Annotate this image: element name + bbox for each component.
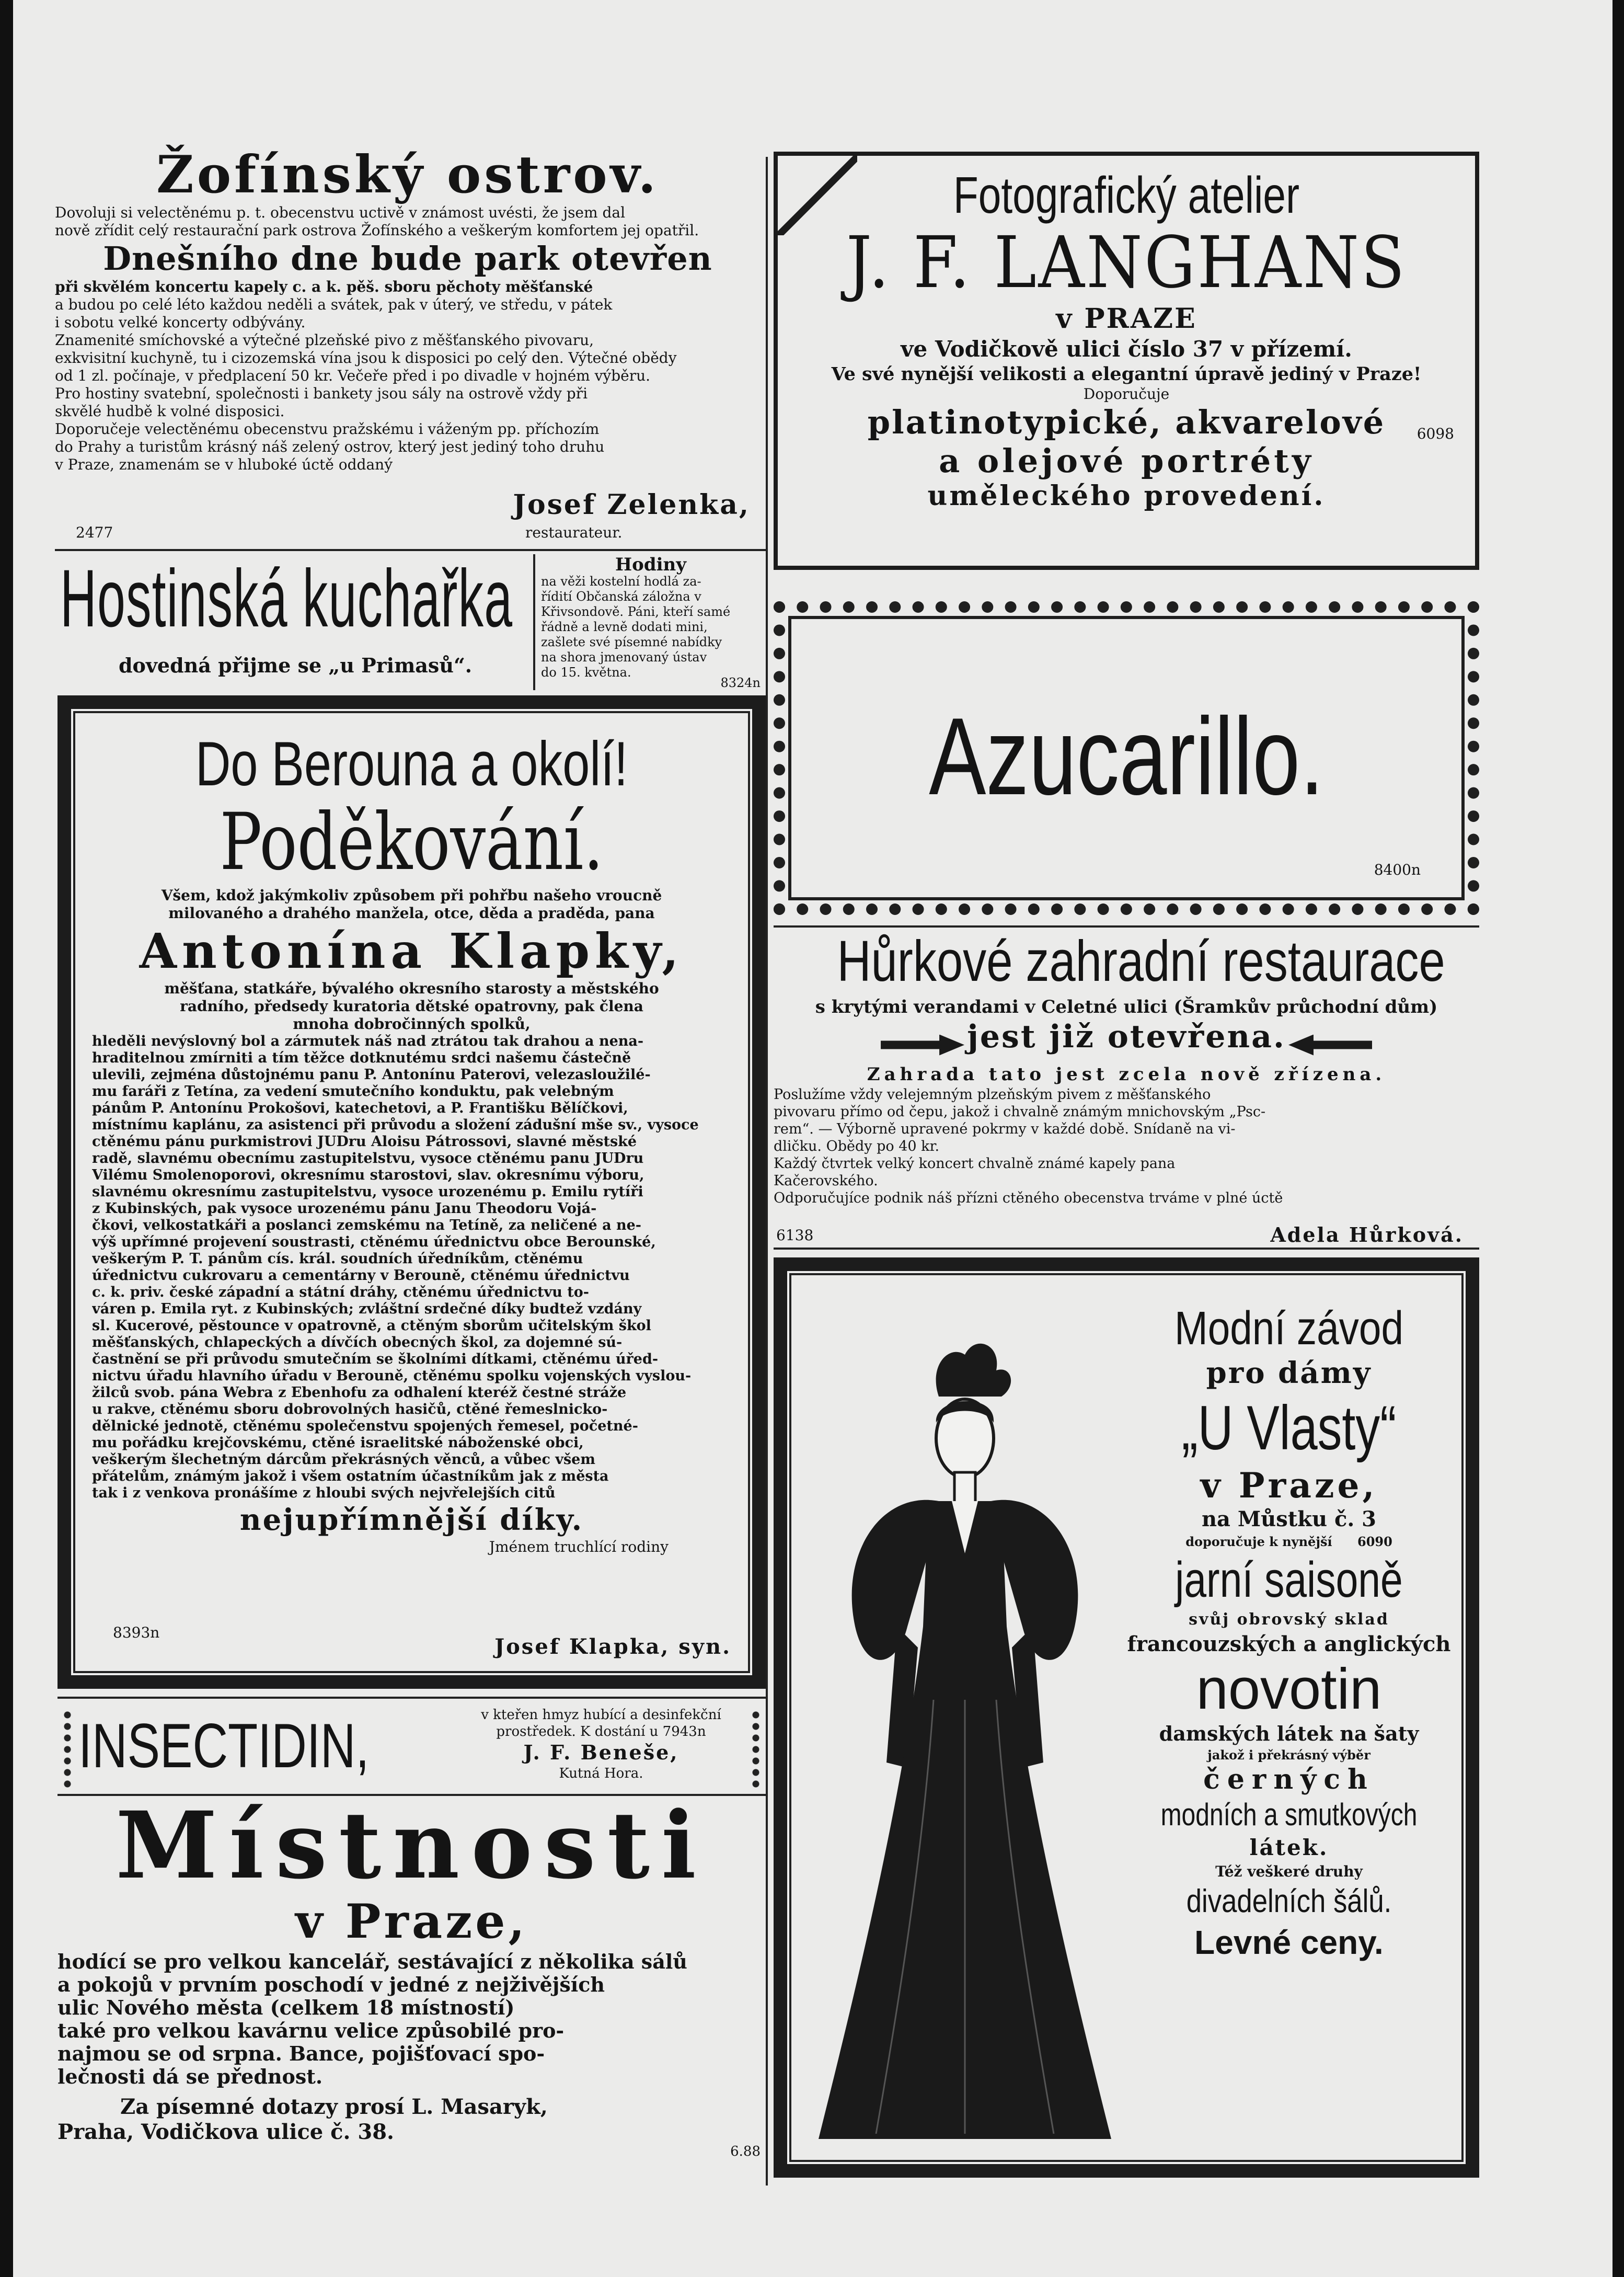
beroun-closing: nejupřímnější díky. bbox=[239, 1503, 584, 1537]
hodiny-text: na věži kostelní hodlá za- řídití Občanská záložna v Křivsondově. Páni, kteří samé řádně a levně dodati mini, zašlete své písemné nabídky na shora jmenovaný ústav do 15. května. bbox=[541, 574, 731, 680]
column-divider bbox=[766, 157, 768, 2186]
vlasty-l10: novotin bbox=[1196, 1657, 1382, 1721]
mistnosti-contact: Za písemné dotazy prosí L. Masaryk, bbox=[120, 2095, 548, 2119]
mistnosti-city: v Praze, bbox=[295, 1894, 528, 1949]
beroun-title: Do Berouna a okolí! bbox=[195, 729, 628, 799]
beroun-body: hleděli nevýslovný bol a zármutek náš nad ztrátou tak drahou a nena- hraditelnou zmírniti a tím těžce dotknutému srdci našemu částečně ulevili, zejména důstojnému panu P. Antonínu Paterovi, velezasloužilé- mu faráři z Tetína, za vedení smutečního konduktu, pak velebným pánům P. Antonínu Prokošovi, katechetovi, a P. Františku Bělíčkovi, místnímu kaplánu, za asistenci při průvodu a složení zádušní mše sv., vysoce ctěnému pánu purkmistrovi JUDru Aloisu Pátrossovi, slavné městské radě, slavnému obecnímu zastupitelstvu, vysoce ctěnému panu JUDru Vilému Smolenoporovi, okresnímu starostovi, slav. okresnímu výboru, slavnému okresnímu zastupitelstvu, vysoce urozenému p. Emilu rytíři z Kubinských, pak vysoce urozenému pánu Janu Theodoru Vojá- čkovi, velkostatkáři a poslanci zemskému na Tetíně, za neličené a ne- výš upřímné projevení soustrasti, ctěnému úřednictvu obce Berounské, veškerým P. T. pánům cís. král. soudních úředníkům, ctěnému úřednictvu cukrovaru a cementárny v Berouně, ctěnému úřednictvu c. k. priv. české západní a státní dráhy, ctěnému úřednictvu to- váren p. Emila ryt. z Kubinských; zvláštní srdečné díky budtež vzdány sl. Kucerové, pěstounce v opatrovně, a ctěným sborům učitelským škol měšťanských, chlapeckých a dívčích obecných škol, za dojemné sú- častnění se při průvodu smutečním se školními dítkami, ctěnému úřed- nictvu úřadu hlavního úřadu v Berouně, ctěnému spolku vojenských vyslou- žilců svob. pána Webra z Ebenhofu za odhalení kteréž čestné stráže u rakve, ctěnému sboru dobrovolných hasičů, ctěné řemeslnicko- dělnické jednotě, ctěnému společenstvu spojených řemesel, početné- mu pořádku krejčovskému, ctěné israelitské náboženské obci, veškerým šlechetným dárcům překrásných věnců, a vůbec všem přátelům, známým jakož i všem ostatním účastníkům jak z města tak i z venkova pronášíme z hloubi svých nejvřelejších citů bbox=[92, 1033, 699, 1501]
hurkove-ref: 6138 bbox=[776, 1227, 814, 1244]
langhans-recommends: Doporučuje bbox=[1083, 385, 1170, 403]
zofin-headline: Dnešního dne bude park otevřen bbox=[103, 239, 712, 278]
hurkove-open: jest již otevřena. bbox=[967, 1019, 1286, 1055]
vlasty-l1: Modní závod bbox=[1174, 1302, 1404, 1355]
vlasty-l4: v Praze, bbox=[1200, 1465, 1378, 1506]
zofin-concert: při skvělém koncertu kapely c. a k. pěš. sboru pěchoty měšťanské bbox=[55, 278, 593, 295]
zofin-intro: Dovoluji si velectěnému p. t. obecenstvu uctivě v známost uvésti, že jsem dal nově zřídit celý restaurační park ostrova Žofínského a veškerým komfortem jej opatřil. bbox=[55, 204, 699, 239]
hat-icon bbox=[936, 1344, 1011, 1397]
newspaper-page bbox=[13, 0, 1613, 2277]
vlasty-l3: „U Vlasty“ bbox=[1181, 1393, 1397, 1463]
insectidin-ad bbox=[57, 1697, 766, 1796]
vlasty-text bbox=[1122, 1302, 1456, 1963]
vlasty-ref: 6090 bbox=[1357, 1534, 1392, 1549]
langhans-name: J. F. LANGHANS bbox=[846, 222, 1407, 304]
beroun-ref: 8393n bbox=[113, 1624, 160, 1641]
hurkove-title: Hůrkové zahradní restaurace bbox=[837, 929, 1445, 993]
langhans-offer2: a olejové portréty bbox=[939, 442, 1314, 480]
hurkove-garden: Zahrada tato jest zcela nově zřízena. bbox=[867, 1064, 1386, 1085]
vlasty-l11: damských látek na šaty bbox=[1159, 1722, 1419, 1745]
beroun-signature: Josef Klapka, syn. bbox=[494, 1634, 731, 1659]
langhans-offer3: uměleckého provedení. bbox=[927, 480, 1326, 512]
langhans-line: Ve své nynější velikosti a elegantní úpravě jediný v Praze! bbox=[831, 363, 1422, 385]
hodiny-ref: 8324n bbox=[720, 676, 761, 690]
vlasty-l8: svůj obrovský sklad bbox=[1189, 1610, 1389, 1629]
kucharka-title: Hostinská kuchařka bbox=[60, 553, 513, 644]
kucharka-ad bbox=[60, 554, 531, 690]
hodiny-ad bbox=[541, 555, 761, 691]
mistnosti-body: hodící se pro velkou kancelář, sestávající z několika sálů a pokojů v prvním poschodí v jedné z nejživějších ulic Nového města (celkem 18 místností) také pro velkou kavárnu velice způsobilé pro- najmou se od srpna. Bance, pojišťovací spo- lečnosti dá se přednost. bbox=[57, 1950, 687, 2088]
pointing-hand-left-icon bbox=[1288, 1035, 1372, 1056]
beroun-thanks: Poděkování. bbox=[220, 797, 604, 888]
vlasty-l12: jakož i překrásný výběr bbox=[1207, 1747, 1370, 1763]
langhans-ref: 6098 bbox=[1416, 425, 1454, 442]
langhans-title: Fotografický atelier bbox=[953, 166, 1300, 224]
vlasty-l15: látek. bbox=[1249, 1835, 1329, 1860]
kucharka-subtitle: dovedná přijme se „u Primasů“. bbox=[118, 654, 473, 677]
vlasty-l13: černých bbox=[1203, 1764, 1375, 1795]
langhans-ad bbox=[774, 152, 1479, 570]
hurkove-body: Poslužíme vždy velejemným plzeňským pivem z měšťanského pivovaru přímo od čepu, jakož i chvalně známým mnichovským „Psc- rem“. — Výborně upravené pokrmy v každé době. Snídaně na vi- dličku. Obědy po 40 kr. Každý čtvrtek velký koncert chvalně známé kapely pana Kačerovského. Odporučujíce podnik náš přízni ctěného obecenstva trváme v plné úctě bbox=[774, 1086, 1283, 1206]
langhans-corner bbox=[774, 152, 857, 235]
zofin-bottom-rule bbox=[55, 549, 766, 551]
mistnosti-ad bbox=[57, 1791, 766, 2165]
beroun-title-lines: měšťana, statkáře, bývalého okresního starosty a městského radního, předsedy kuratoria dětské opatrovny, pak člena mnoha dobročinných spolků, bbox=[164, 980, 659, 1033]
azucarillo-title: Azucarillo. bbox=[929, 695, 1324, 818]
insectidin-dots-right bbox=[751, 1709, 761, 1788]
zofin-role: restaurateur. bbox=[525, 524, 623, 541]
beroun-ad bbox=[57, 695, 766, 1689]
lady-illustration bbox=[808, 1334, 1132, 2160]
insectidin-title: INSECTIDIN, bbox=[78, 1711, 370, 1781]
hurkove-ad bbox=[774, 925, 1479, 1250]
vlasty-l16: Též veškeré druhy bbox=[1215, 1863, 1363, 1880]
vlasty-l17: divadelních šálů. bbox=[1186, 1883, 1392, 1919]
azucarillo-ref: 8400n bbox=[1374, 861, 1421, 878]
azucarillo-ad bbox=[774, 601, 1479, 915]
zofin-ad bbox=[55, 146, 761, 544]
vlasty-l14: modních a smutkových bbox=[1160, 1797, 1418, 1832]
vlasty-l5: na Můstku č. 3 bbox=[1201, 1507, 1377, 1531]
beroun-behalf: Jménem truchlící rodiny bbox=[489, 1538, 669, 1555]
vlasty-ad bbox=[774, 1257, 1479, 2178]
vlasty-l9: francouzských a anglických bbox=[1127, 1632, 1451, 1656]
langhans-address: ve Vodičkově ulici číslo 37 v přízemí. bbox=[901, 336, 1352, 362]
hodiny-title: Hodiny bbox=[615, 554, 686, 575]
vlasty-l6-row: doporučuje k nynější 6090 bbox=[1185, 1534, 1392, 1549]
vlasty-l18: Levné ceny. bbox=[1194, 1924, 1384, 1961]
mistnosti-address: Praha, Vodičkova ulice č. 38. bbox=[57, 2120, 394, 2144]
beroun-intro: Všem, kdož jakýmkoliv způsobem při pohřbu našeho vroucně milovaného a drahého manžela, otce, děda a praděda, pana bbox=[161, 887, 662, 922]
zofin-body: a budou po celé léto každou neděli a svátek, pak v úterý, ve středu, v pátek i sobotu velké koncerty odbývány. Znamenité smíchovské a výtečné plzeňské pivo z měšťanského pivovaru, exkvisitní kuchyně, tu i cizozemská vína jsou k disposici po celý den. Výtečné obědy od 1 zl. počínaje, v předplacení 50 kr. Večeře před i po divadle v hojném výběru. Pro hostiny svatební, společnosti i bankety jsou sály na ostrově vždy při skvělé hudbě k volné disposici. Doporučeje velectěnému obecenstvu pražskému i váženým pp. příchozím do Prahy a turistům krásný náš zelený ostrov, který jest jediný toho druhu v Praze, znamenám se v hluboké úctě oddaný bbox=[55, 296, 677, 473]
hurkove-subtitle: s krytými verandami v Celetné ulici (Šramkův průchodní dům) bbox=[815, 997, 1438, 1017]
hurkove-open-row bbox=[774, 1019, 1479, 1063]
zofin-ref: 2477 bbox=[76, 524, 113, 541]
vlasty-l7: jarní saisoně bbox=[1175, 1552, 1403, 1608]
mistnosti-ref: 6.88 bbox=[730, 2144, 761, 2159]
langhans-city: v PRAZE bbox=[1056, 303, 1197, 335]
mistnosti-title: Místnosti bbox=[116, 1791, 708, 1900]
beroun-name: Antonína Klapky, bbox=[139, 923, 684, 979]
hurkove-signature: Adela Hůrková. bbox=[1270, 1223, 1464, 1246]
insectidin-text: v kteřen hmyz hubící a desinfekční prostředek. K dostání u 7943n J. F. Beneše, Kutná Hora. bbox=[481, 1707, 721, 1781]
zofin-signature: Josef Zelenka, bbox=[513, 489, 750, 521]
langhans-offer1: platinotypické, akvarelové bbox=[867, 403, 1386, 441]
zofin-title: Žofínský ostrov. bbox=[156, 145, 659, 205]
kucharka-divider bbox=[533, 554, 535, 690]
pointing-hand-icon bbox=[881, 1035, 964, 1056]
vlasty-l2: pro dámy bbox=[1206, 1356, 1372, 1390]
insectidin-dots-left bbox=[63, 1709, 72, 1788]
